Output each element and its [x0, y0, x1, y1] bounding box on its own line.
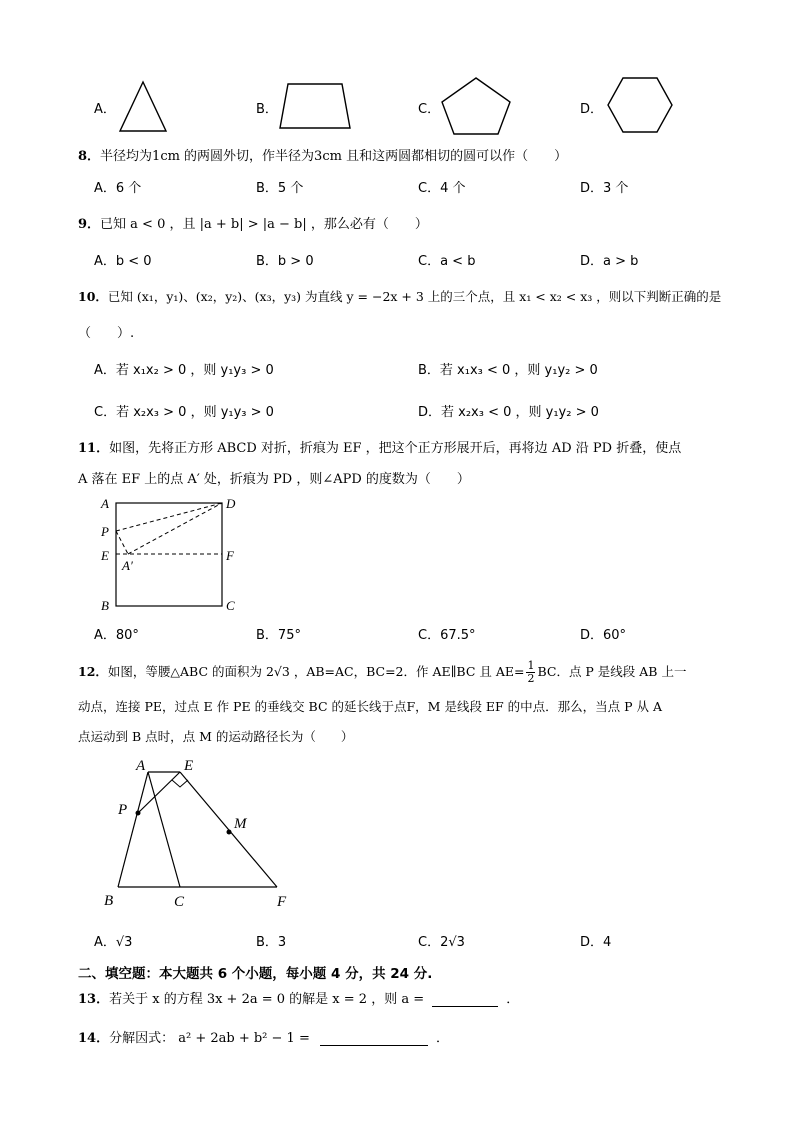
question-8 — [78, 145, 567, 164]
q11-option-d: D．60° — [580, 628, 627, 643]
question-text: 若关于 x 的方程 3x + 2a = 0 的解是 x = 2 ，则 a = — [109, 992, 425, 1007]
q11-option-b: B．75° — [256, 628, 301, 643]
question-14 — [78, 1027, 449, 1046]
question-13 — [78, 988, 519, 1007]
fraction-one-half — [526, 660, 535, 685]
question-number: 9． — [78, 217, 101, 232]
q10-option-b: B．若 x₁x₃ < 0 ，则 y₁y₂ > 0 — [418, 363, 598, 378]
q7-option-d-letter: D． — [580, 102, 604, 117]
question-11 — [78, 437, 681, 456]
q12-option-d: D．4 — [580, 935, 612, 950]
answer-blank[interactable] — [320, 1031, 428, 1046]
question-11-line2: A 落在 EF 上的点 A′ 处，折痕为 PD ，则∠APD 的度数为（ ） — [78, 472, 470, 487]
question-12 — [78, 660, 686, 685]
pentagon-icon — [440, 76, 512, 136]
q8-option-d: D．3 个 — [580, 181, 629, 196]
figure-label-c: C — [226, 598, 235, 613]
q8-option-c: C．4 个 — [418, 181, 466, 196]
q7-option-a-letter: A． — [94, 102, 116, 117]
figure-label-p: P — [118, 802, 128, 818]
question-number: 13． — [78, 992, 110, 1007]
q9-option-a: A．b < 0 — [94, 254, 152, 269]
figure-label-a-prime: A′ — [122, 558, 133, 573]
question-number: 8． — [78, 149, 101, 164]
q11-option-c: C．67.5° — [418, 628, 476, 643]
fraction-numerator: 1 — [527, 659, 535, 672]
q10-option-d: D．若 x₂x₃ < 0 ，则 y₁y₂ > 0 — [418, 405, 599, 420]
figure-label-b: B — [104, 893, 114, 909]
question-text: 已知 (x₁，y₁)、(x₂，y₂)、(x₃，y₃) 为直线 y = −2x + 3 上的三个点，且 x₁ < x₂ < x₃ ，则以下判断正确的是 — [107, 289, 722, 304]
question-12-line2: 动点，连接 PE，过点 E 作 PE 的垂线交 BC 的延长线于点F，M 是线段 EF 的中点．那么，当点 P 从 A — [78, 699, 663, 714]
question-number: 12． — [78, 664, 108, 679]
figure-label-b: B — [101, 598, 109, 613]
q9-option-b: B．b > 0 — [256, 254, 314, 269]
trapezoid-icon — [278, 83, 352, 129]
question-10 — [78, 287, 721, 305]
question-end: ． — [435, 1031, 449, 1046]
q11-option-a: A．80° — [94, 628, 139, 643]
question-text: 已知 a < 0 ，且 |a + b| > |a − b| ，那么必有（ ） — [100, 217, 428, 232]
question-9 — [78, 213, 428, 232]
question-number: 14． — [78, 1031, 110, 1046]
figure-label-f: F — [277, 894, 287, 910]
q12-option-b: B．3 — [256, 935, 287, 950]
figure-label-d: D — [226, 496, 236, 511]
question-text: 如图，等腰△ABC 的面积为 2√3 ，AB=AC，BC=2．作 AE∥BC 且 AE= — [107, 664, 525, 679]
figure-label-m: M — [234, 816, 247, 832]
figure-label-a: A — [101, 496, 109, 511]
figure-label-c: C — [174, 894, 185, 910]
answer-blank[interactable] — [432, 992, 498, 1007]
question-number: 10． — [78, 289, 108, 304]
question-text-after: BC．点 P 是线段 AB 上一 — [537, 664, 687, 679]
triangle-icon — [118, 80, 168, 132]
isosceles-triangle-figure — [96, 756, 306, 914]
question-12-line3: 点运动到 B 点时，点 M 的运动路径长为（ ） — [78, 729, 354, 744]
question-number: 11． — [78, 441, 110, 456]
q7-option-c-letter: C． — [418, 102, 441, 117]
question-text: 如图，先将正方形 ABCD 对折，折痕为 EF ，把这个正方形展开后，再将边 AD 沿 PD 折叠，使点 — [109, 441, 682, 456]
question-text: 半径均为1cm 的两圆外切，作半径为3cm 且和这两圆都相切的圆可以作（ ） — [100, 149, 568, 164]
q7-option-b-letter: B． — [256, 102, 278, 117]
hexagon-icon — [606, 76, 674, 134]
figure-label-f: F — [226, 548, 234, 563]
fraction-denominator: 2 — [527, 672, 535, 685]
q10-option-a: A．若 x₁x₂ > 0 ，则 y₁y₃ > 0 — [94, 363, 274, 378]
q12-option-a: A．√3 — [94, 935, 133, 950]
q8-option-b: B．5 个 — [256, 181, 304, 196]
figure-label-e: E — [101, 548, 109, 563]
q10-option-c: C．若 x₂x₃ > 0 ，则 y₁y₃ > 0 — [94, 405, 274, 420]
q12-option-c: C．2√3 — [418, 935, 465, 950]
figure-label-p: P — [101, 524, 109, 539]
figure-label-a: A — [136, 758, 146, 774]
question-text: 分解因式： a² + 2ab + b² − 1 = — [109, 1031, 310, 1046]
question-end: ． — [506, 992, 520, 1007]
q8-option-a: A．6 个 — [94, 181, 142, 196]
section-heading: 二、填空题：本大题共 6 个小题，每小题 4 分，共 24 分. — [78, 966, 433, 982]
figure-label-e: E — [184, 758, 194, 774]
square-fold-figure — [96, 494, 246, 618]
q9-option-d: D．a > b — [580, 254, 639, 269]
q9-option-c: C．a < b — [418, 254, 476, 269]
question-10-line2: （ ）. — [78, 326, 135, 341]
